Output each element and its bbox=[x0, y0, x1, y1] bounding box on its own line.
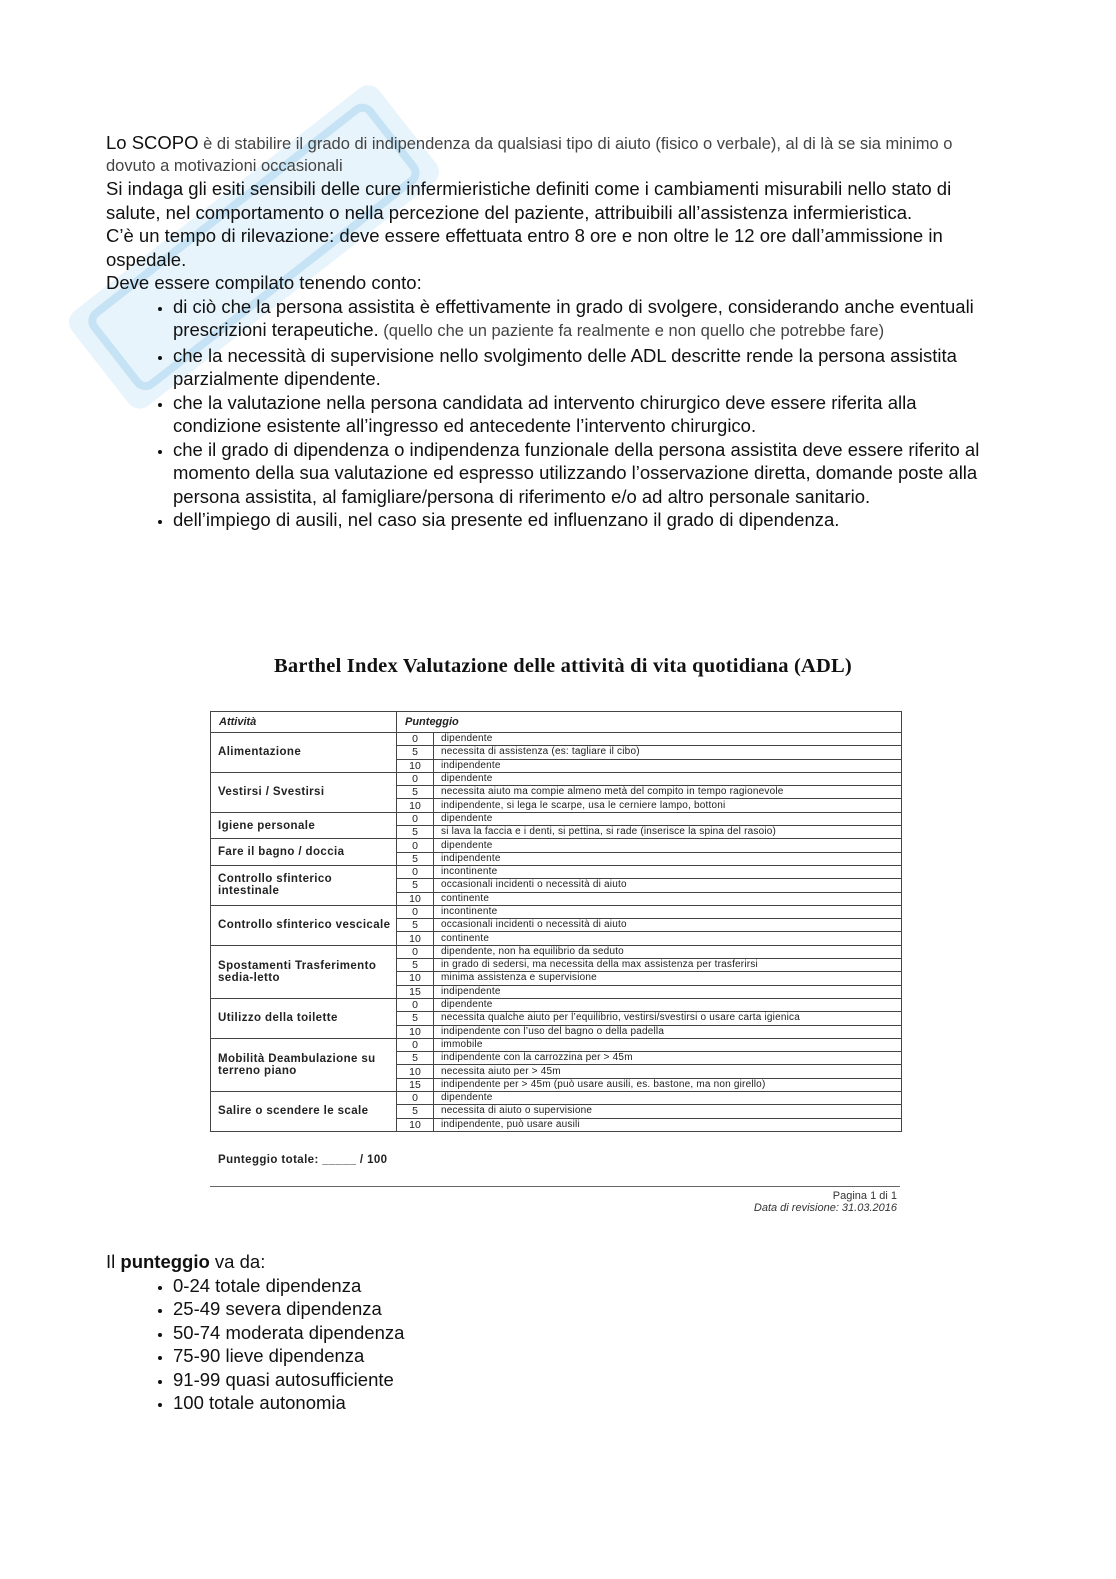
score-value: 0 bbox=[397, 772, 434, 785]
score-value: 5 bbox=[397, 919, 434, 932]
score-value: 10 bbox=[397, 1118, 434, 1131]
list-item: • 100 totale autonomia bbox=[173, 1391, 806, 1415]
list-item: • dell’impiego di ausili, nel caso sia presente ed influenzano il grado di dipendenza. bbox=[173, 508, 1006, 532]
score-intro-bold: punteggio bbox=[120, 1251, 210, 1272]
score-description: indipendente bbox=[434, 759, 902, 772]
score-description: incontinente bbox=[434, 865, 902, 878]
list-item: • che la valutazione nella persona candidata ad intervento chirurgico deve essere riferita alla condizione esistente all’ingresso ed antecedente l’intervento chirurgico. bbox=[173, 391, 1006, 438]
score-value: 0 bbox=[397, 1092, 434, 1105]
esiti-paragraph: Si indaga gli esiti sensibili delle cure infermieristiche definiti come i cambiamenti misurabili nello stato di salute, nel comportamento o nella percezione del paziente, attribuibili all’assistenza infermieristica. bbox=[106, 178, 952, 223]
score-value: 5 bbox=[397, 879, 434, 892]
score-value: 15 bbox=[397, 1078, 434, 1091]
score-value: 10 bbox=[397, 892, 434, 905]
score-intro bbox=[106, 1250, 806, 1274]
list-item-note: (quello che un paziente fa realmente e non quello che potrebbe fare) bbox=[378, 322, 885, 340]
score-description: in grado di sedersi, ma necessita della max assistenza per trasferirsi bbox=[434, 959, 902, 972]
activity-name: Vestirsi / Svestirsi bbox=[211, 772, 397, 812]
score-value: 5 bbox=[397, 852, 434, 865]
score-value: 0 bbox=[397, 733, 434, 746]
table-row bbox=[211, 998, 902, 1011]
score-description: occasionali incidenti o necessità di aiuto bbox=[434, 919, 902, 932]
score-value: 0 bbox=[397, 998, 434, 1011]
score-description: indipendente bbox=[434, 985, 902, 998]
score-description: indipendente bbox=[434, 852, 902, 865]
score-description: dipendente bbox=[434, 839, 902, 852]
score-description: indipendente per > 45m (può usare ausili, es. bastone, ma non girello) bbox=[434, 1078, 902, 1091]
activity-name: Spostamenti Trasferimento sedia-letto bbox=[211, 945, 397, 998]
score-description: dipendente, non ha equilibrio da seduto bbox=[434, 945, 902, 958]
list-item: • che il grado di dipendenza o indipendenza funzionale della persona assistita deve essere riferito al momento della sua valutazione ed espresso utilizzando l’osservazione diretta, domande poste alla persona assistita, al famigliare/persona di riferimento e/o ad altro personale sanitario. bbox=[173, 438, 1006, 509]
score-description: dipendente bbox=[434, 998, 902, 1011]
score-description: necessita di assistenza (es: tagliare il cibo) bbox=[434, 746, 902, 759]
score-description: immobile bbox=[434, 1038, 902, 1051]
score-ranges-list bbox=[106, 1274, 806, 1415]
barthel-title: Barthel Index Valutazione delle attività di vita quotidiana (ADL) bbox=[274, 655, 852, 677]
score-value: 10 bbox=[397, 972, 434, 985]
scopo-text: è di stabilire il grado di indipendenza da qualsiasi tipo di aiuto (fisico o verbale), al di là se sia minimo o dovuto a motivazioni occasionali bbox=[106, 135, 953, 175]
score-description: indipendente con l’uso del bagno o della padella bbox=[434, 1025, 902, 1038]
page-number: Pagina 1 di 1 bbox=[832, 1190, 897, 1202]
score-description: minima assistenza e supervisione bbox=[434, 972, 902, 985]
scopo-lead: Lo SCOPO bbox=[106, 132, 199, 153]
score-value: 5 bbox=[397, 1105, 434, 1118]
score-value: 0 bbox=[397, 905, 434, 918]
score-value: 10 bbox=[397, 932, 434, 945]
score-intro-post: va da: bbox=[209, 1251, 266, 1272]
barthel-table bbox=[210, 711, 902, 1132]
activity-name: Alimentazione bbox=[211, 733, 397, 773]
score-description: dipendente bbox=[434, 733, 902, 746]
score-value: 10 bbox=[397, 1065, 434, 1078]
total-score-label: Punteggio totale: _____ / 100 bbox=[218, 1154, 388, 1166]
criteria-list bbox=[106, 295, 1006, 532]
activity-name: Controllo sfinterico vescicale bbox=[211, 905, 397, 945]
intro-section bbox=[106, 132, 1006, 532]
table-row bbox=[211, 812, 902, 825]
tempo-paragraph: C’è un tempo di rilevazione: deve essere effettuata entro 8 ore e non oltre le 12 ore dall’ammissione in ospedale. bbox=[106, 225, 943, 270]
score-value: 0 bbox=[397, 812, 434, 825]
table-row bbox=[211, 905, 902, 918]
scopo-paragraph bbox=[106, 132, 1006, 177]
score-value: 5 bbox=[397, 1052, 434, 1065]
score-value: 10 bbox=[397, 759, 434, 772]
score-description: incontinente bbox=[434, 905, 902, 918]
list-item: • che la necessità di supervisione nello svolgimento delle ADL descritte rende la persona assistita parzialmente dipendente. bbox=[173, 344, 1006, 391]
score-intro-pre: Il bbox=[106, 1251, 121, 1272]
score-value: 5 bbox=[397, 826, 434, 839]
score-value: 5 bbox=[397, 1012, 434, 1025]
score-description: indipendente, può usare ausili bbox=[434, 1118, 902, 1131]
header-activity: Attività bbox=[211, 712, 397, 733]
compilato-paragraph: Deve essere compilato tenendo conto: bbox=[106, 272, 422, 293]
header-score: Punteggio bbox=[397, 712, 902, 733]
activity-name: Mobilità Deambulazione su terreno piano bbox=[211, 1038, 397, 1091]
scan-footer bbox=[754, 1190, 897, 1214]
score-description: necessita aiuto per > 45m bbox=[434, 1065, 902, 1078]
list-item: • 0-24 totale dipendenza bbox=[173, 1274, 806, 1298]
score-value: 0 bbox=[397, 865, 434, 878]
score-value: 10 bbox=[397, 799, 434, 812]
list-item: • 75-90 lieve dipendenza bbox=[173, 1344, 806, 1368]
score-description: indipendente con la carrozzina per > 45m bbox=[434, 1052, 902, 1065]
activity-name: Igiene personale bbox=[211, 812, 397, 839]
score-value: 0 bbox=[397, 839, 434, 852]
score-value: 15 bbox=[397, 985, 434, 998]
revision-date: Data di revisione: 31.03.2016 bbox=[753, 1202, 897, 1214]
table-header-row bbox=[211, 712, 902, 733]
table-row bbox=[211, 733, 902, 746]
score-description: continente bbox=[434, 932, 902, 945]
table-row bbox=[211, 945, 902, 958]
score-value: 5 bbox=[397, 786, 434, 799]
score-value: 5 bbox=[397, 746, 434, 759]
score-value: 5 bbox=[397, 959, 434, 972]
score-description: si lava la faccia e i denti, si pettina, si rade (inserisce la spina del rasoio) bbox=[434, 826, 902, 839]
score-ranges-section bbox=[106, 1250, 806, 1415]
score-description: continente bbox=[434, 892, 902, 905]
list-item-text: di ciò che la persona assistita è effettivamente in grado di svolgere, considerando anche eventuali prescrizioni terapeutiche. bbox=[173, 295, 974, 340]
score-description: indipendente, si lega le scarpe, usa le cerniere lampo, bottoni bbox=[434, 799, 902, 812]
score-value: 10 bbox=[397, 1025, 434, 1038]
list-item: • 50-74 moderata dipendenza bbox=[173, 1321, 806, 1345]
table-row bbox=[211, 772, 902, 785]
table-row bbox=[211, 1038, 902, 1051]
score-description: occasionali incidenti o necessità di aiuto bbox=[434, 879, 902, 892]
activity-name: Controllo sfinterico intestinale bbox=[211, 865, 397, 905]
list-item bbox=[173, 295, 1006, 344]
activity-name: Fare il bagno / doccia bbox=[211, 839, 397, 866]
score-description: dipendente bbox=[434, 812, 902, 825]
activity-name: Utilizzo della toilette bbox=[211, 998, 397, 1038]
list-item: • 91-99 quasi autosufficiente bbox=[173, 1368, 806, 1392]
activity-name: Salire o scendere le scale bbox=[211, 1092, 397, 1132]
table-row bbox=[211, 1092, 902, 1105]
score-value: 0 bbox=[397, 945, 434, 958]
score-description: dipendente bbox=[434, 1092, 902, 1105]
footer-divider bbox=[210, 1186, 900, 1187]
barthel-index-scan bbox=[205, 655, 905, 1214]
list-item: • 25-49 severa dipendenza bbox=[173, 1297, 806, 1321]
score-description: necessita qualche aiuto per l’equilibrio, vestirsi/svestirsi o usare carta igienica bbox=[434, 1012, 902, 1025]
score-description: dipendente bbox=[434, 772, 902, 785]
score-description: necessita aiuto ma compie almeno metà del compito in tempo ragionevole bbox=[434, 786, 902, 799]
table-row bbox=[211, 839, 902, 852]
table-row bbox=[211, 865, 902, 878]
score-value: 0 bbox=[397, 1038, 434, 1051]
score-description: necessita di aiuto o supervisione bbox=[434, 1105, 902, 1118]
barthel-table-body bbox=[211, 733, 902, 1132]
